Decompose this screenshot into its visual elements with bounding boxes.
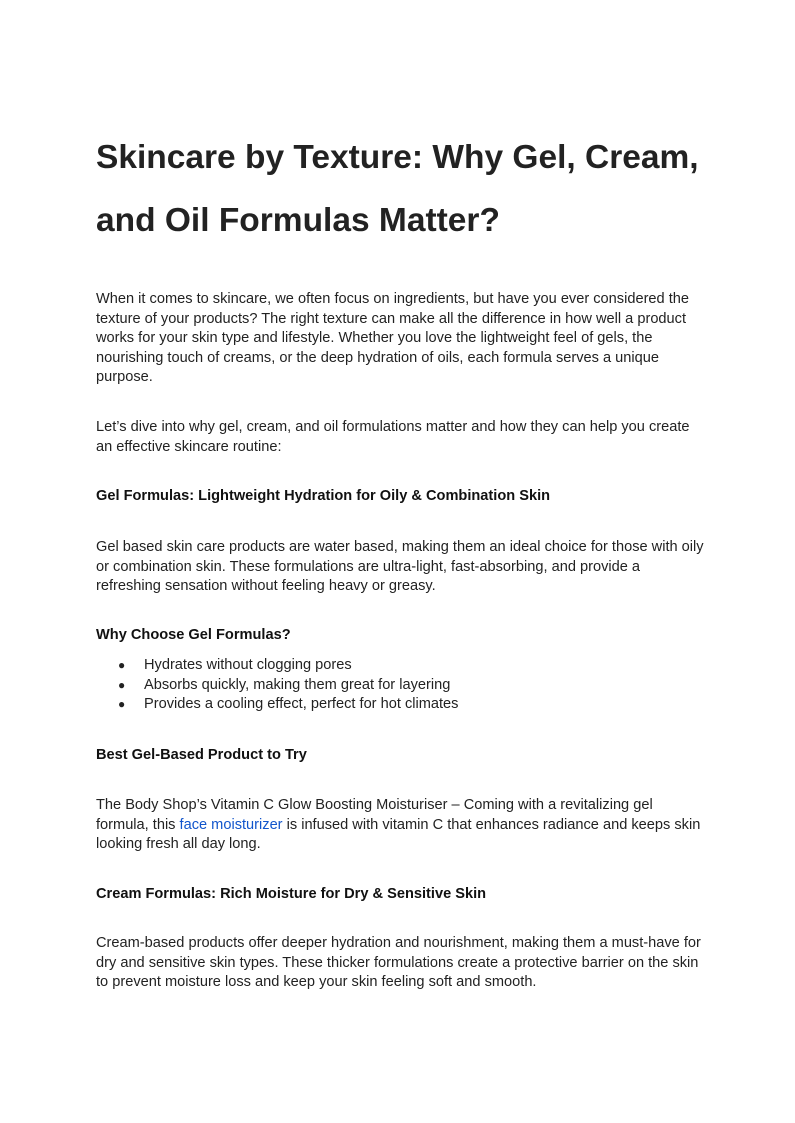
list-item-text: Absorbs quickly, making them great for layering (144, 676, 451, 693)
article-title (96, 126, 706, 252)
cream-section-body: Cream-based products offer deeper hydration and nourishment, making them a must-have for dry and sensitive skin types. These thicker formulations create a protective barrier on the skin to prevent moisture loss and keep your skin feeling soft and smooth. (96, 935, 701, 991)
best-gel-heading: Best Gel-Based Product to Try (96, 747, 307, 763)
bullet-icon: ● (118, 677, 126, 692)
gel-section-heading: Gel Formulas: Lightweight Hydration for Oily & Combination Skin (96, 488, 551, 504)
bullet-icon: ● (118, 697, 126, 712)
best-gel-text-before: The Body Shop’s Vitamin C Glow Boosting Moisturiser – Coming with a revitalizing gel formula, this (96, 797, 653, 833)
gel-benefits-list (96, 656, 706, 715)
why-gel-heading: Why Choose Gel Formulas? (96, 627, 291, 643)
list-item (96, 656, 706, 676)
gel-section-body: Gel based skin care products are water based, making them an ideal choice for those with oily or combination skin. These formulations are ultra-light, fast-absorbing, and provide a refreshing sensation without feeling heavy or greasy. (96, 539, 704, 595)
best-gel-text-after: is infused with vitamin C that enhances radiance and keeps skin looking fresh all day long. (96, 816, 701, 853)
bullet-icon: ● (118, 658, 126, 672)
list-item-text: Hydrates without clogging pores (144, 657, 352, 673)
list-item-text: Provides a cooling effect, perfect for hot climates (144, 696, 459, 713)
article-title-line-1: Skincare by Texture: Why Gel, Cream, (96, 139, 699, 176)
face-moisturizer-link[interactable]: face moisturizer (179, 816, 283, 833)
intro-paragraph: When it comes to skincare, we often focus on ingredients, but have you ever considered the texture of your products? The right texture can make all the difference in how well a product works for your skin type and lifestyle. Whether you love the lightweight feel of gels, the nourishing touch of creams, or the deep hydration of oils, each formula serves a unique purpose. (96, 291, 689, 386)
article-title-line-2: and Oil Formulas Matter? (96, 202, 500, 239)
best-gel-paragraph (96, 796, 706, 855)
dive-in-paragraph: Let’s dive into why gel, cream, and oil formulations matter and how they can help you create an effective skincare routine: (96, 419, 690, 455)
list-item (96, 695, 706, 715)
cream-section-heading: Cream Formulas: Rich Moisture for Dry & Sensitive Skin (96, 886, 487, 902)
list-item (96, 676, 706, 696)
